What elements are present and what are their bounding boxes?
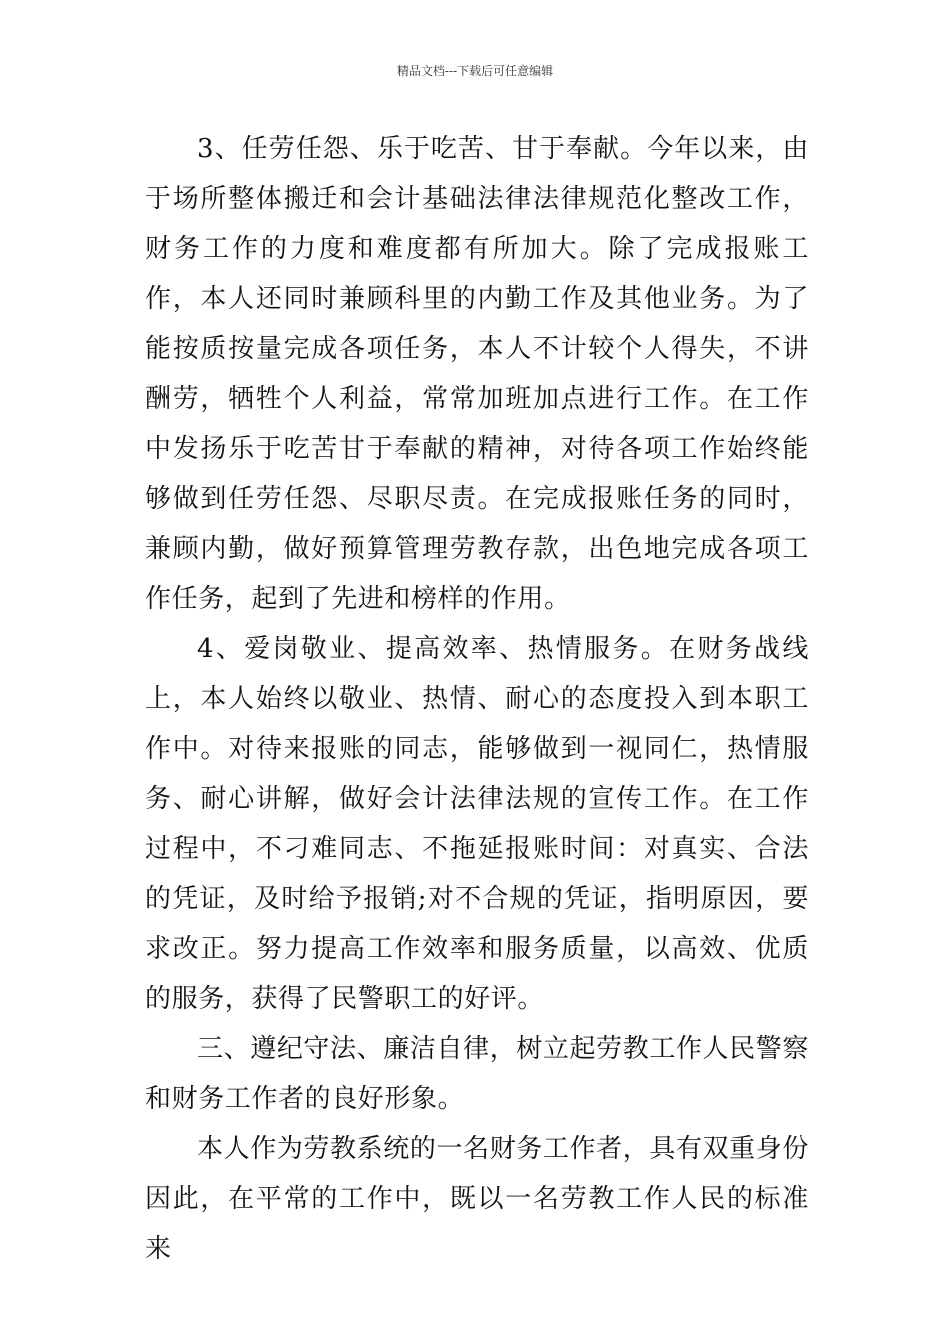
page-header: 精品文档---下载后可任意编辑 [396, 64, 554, 78]
paragraph-item-4: 4、爱岗敬业、提高效率、热情服务。在财务战线上，本人始终以敬业、热情、耐心的态度投入到本职工作中。对待来报账的同志，能够做到一视同仁，热情服务、耐心讲解，做好会计法律法规的宣传工作。在工作过程中，不刁难同志、不拖延报账时间：对真实、合法的凭证，及时给予报销;对不合规的凭证，指明原因，要求改正。努力提高工作效率和服务质量，以高效、优质的服务，获得了民警职工的好评。 [145, 634, 809, 1014]
document-body [145, 124, 809, 1274]
section-heading-three: 三、遵纪守法、廉洁自律，树立起劳教工作人民警察和财务工作者的良好形象。 [145, 1034, 809, 1114]
paragraph-item-3: 3、任劳任怨、乐于吃苦、甘于奉献。今年以来，由于场所整体搬迁和会计基础法律法律规范化整改工作，财务工作的力度和难度都有所加大。除了完成报账工作，本人还同时兼顾科里的内勤工作及其他业务。为了能按质按量完成各项任务，本人不计较个人得失，不讲酬劳，牺牲个人利益，常常加班加点进行工作。在工作中发扬乐于吃苦甘于奉献的精神，对待各项工作始终能够做到任劳任怨、尽职尽责。在完成报账任务的同时，兼顾内勤，做好预算管理劳教存款，出色地完成各项工作任务，起到了先进和榜样的作用。 [145, 134, 809, 614]
paragraph-body: 本人作为劳教系统的一名财务工作者，具有双重身份因此，在平常的工作中，既以一名劳教工作人民的标准来 [145, 1134, 809, 1264]
